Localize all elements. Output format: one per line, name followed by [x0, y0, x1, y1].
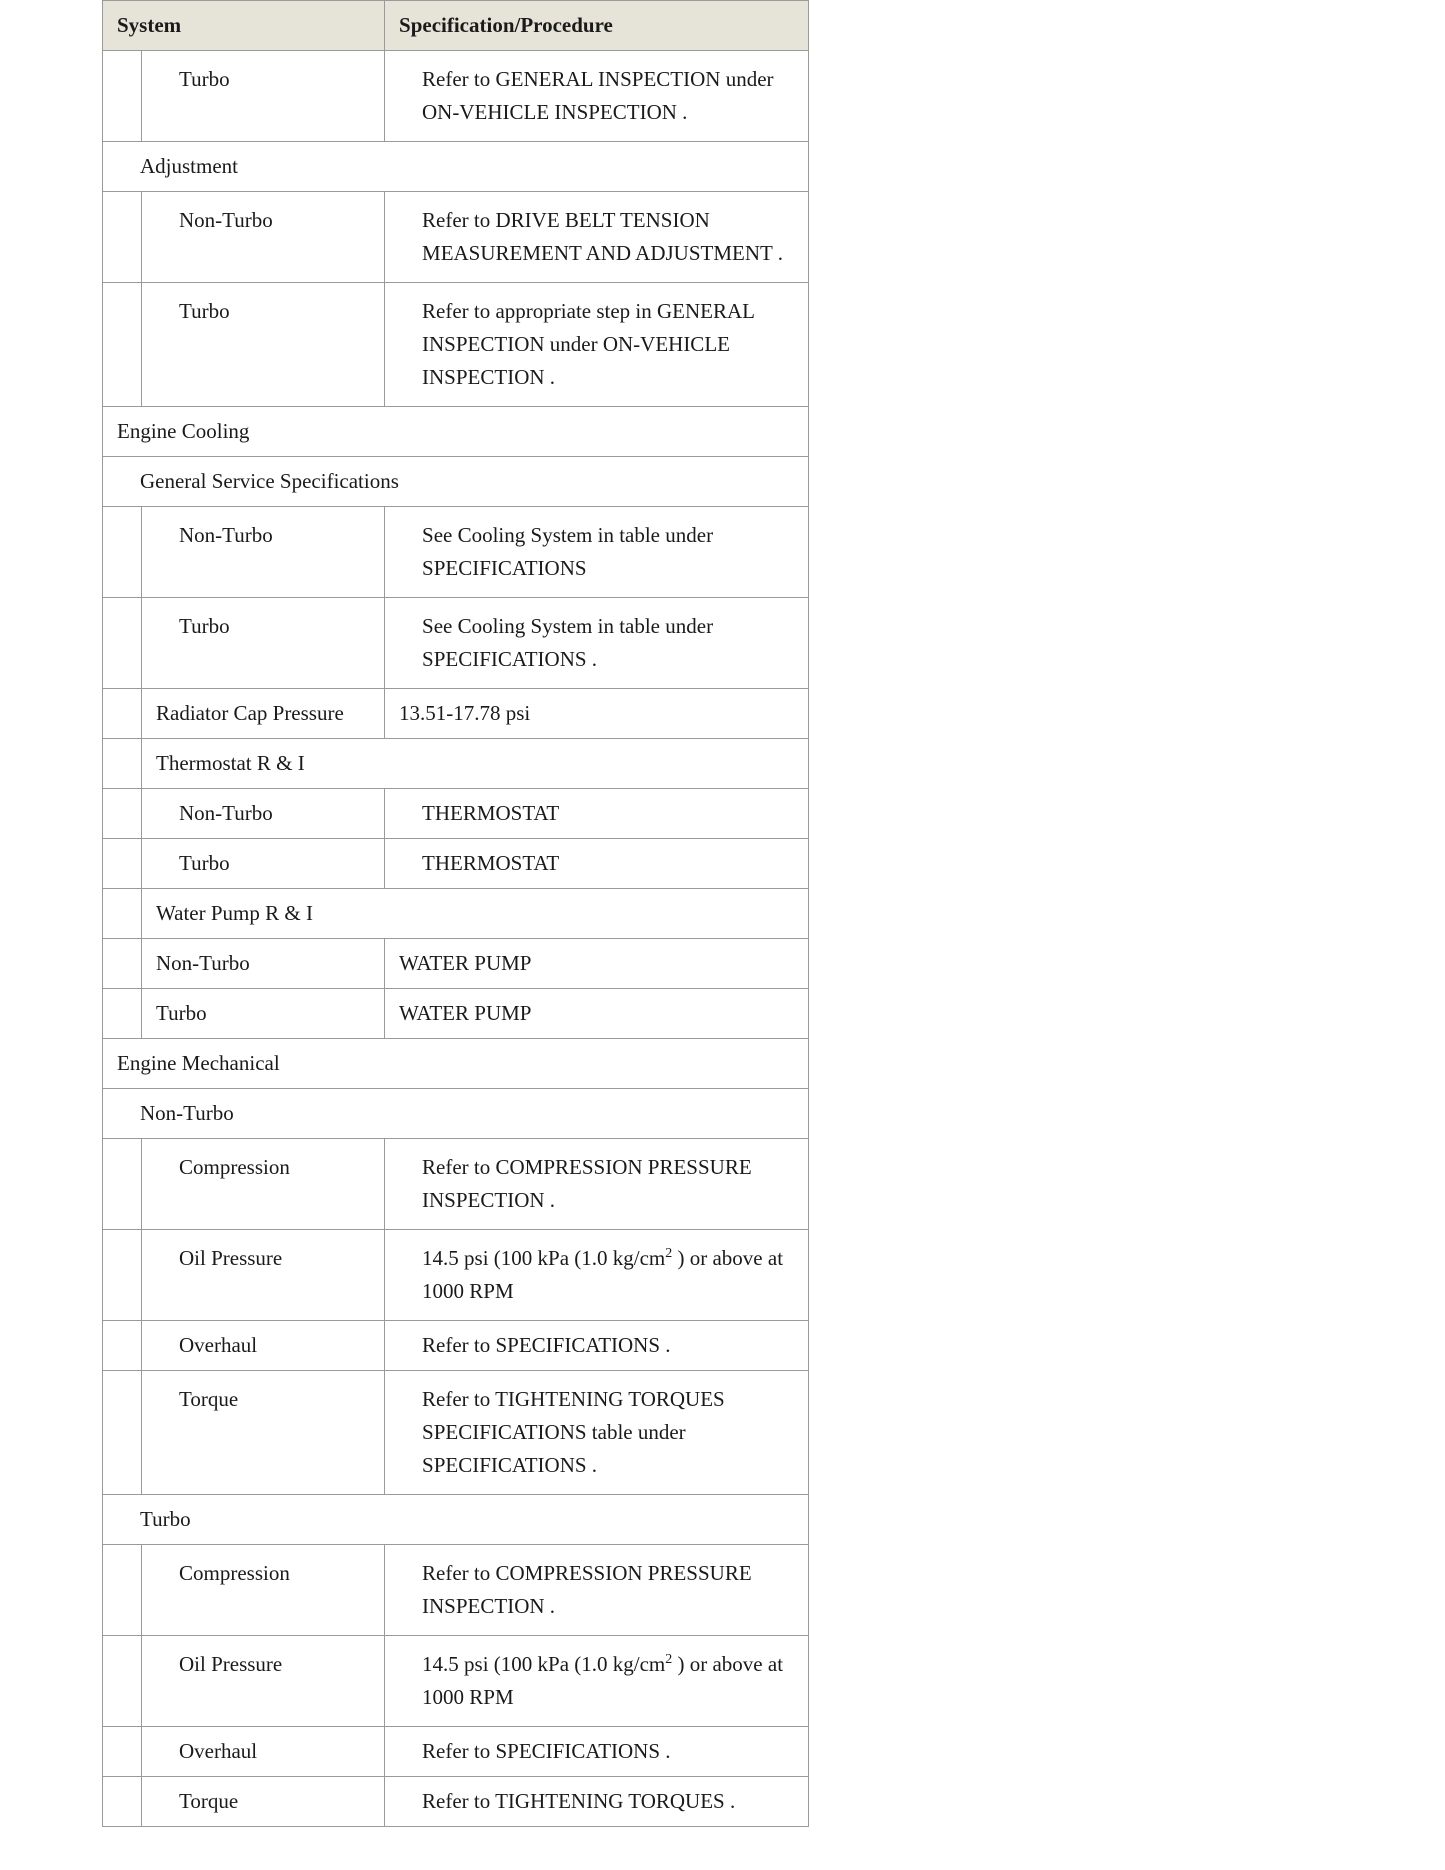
table-row — [103, 1777, 809, 1827]
table-row — [103, 598, 809, 689]
row-label: Compression — [142, 1139, 385, 1230]
table-row — [103, 939, 809, 989]
row-value: Refer to SPECIFICATIONS . — [385, 1321, 809, 1371]
row-value: Refer to TIGHTENING TORQUES . — [385, 1777, 809, 1827]
row-label: Non-Turbo — [142, 192, 385, 283]
row-value: WATER PUMP — [385, 989, 809, 1039]
section-row — [103, 1495, 809, 1545]
row-label: Non-Turbo — [142, 939, 385, 989]
table-row — [103, 283, 809, 407]
table-row — [103, 192, 809, 283]
table-row — [103, 1545, 809, 1636]
table-row — [103, 789, 809, 839]
subsection-thermostat: Thermostat R & I — [142, 739, 809, 789]
table-row — [103, 51, 809, 142]
section-row — [103, 1089, 809, 1139]
row-label: Turbo — [142, 283, 385, 407]
row-label: Overhaul — [142, 1321, 385, 1371]
spec-table — [102, 0, 809, 1827]
row-label: Oil Pressure — [142, 1636, 385, 1727]
row-label: Non-Turbo — [142, 789, 385, 839]
row-label: Oil Pressure — [142, 1230, 385, 1321]
row-value: Refer to SPECIFICATIONS . — [385, 1727, 809, 1777]
subsection-water-pump: Water Pump R & I — [142, 889, 809, 939]
row-value: THERMOSTAT — [385, 839, 809, 889]
table-row — [103, 989, 809, 1039]
row-label: Torque — [142, 1371, 385, 1495]
section-row — [103, 457, 809, 507]
section-row — [103, 142, 809, 192]
row-value: Refer to COMPRESSION PRESSURE INSPECTION . — [385, 1545, 809, 1636]
header-spec: Specification/Procedure — [385, 1, 809, 51]
row-value: 13.51-17.78 psi — [385, 689, 809, 739]
row-value: See Cooling System in table under SPECIFICATIONS — [385, 507, 809, 598]
row-value: 14.5 psi (100 kPa (1.0 $kg/cm^2$ ) or above at 1000 RPM — [385, 1636, 809, 1727]
table-row — [103, 507, 809, 598]
row-label: Compression — [142, 1545, 385, 1636]
row-value: Refer to DRIVE BELT TENSION MEASUREMENT AND ADJUSTMENT . — [385, 192, 809, 283]
section-engine-mechanical: Engine Mechanical — [103, 1039, 809, 1089]
row-value: Refer to appropriate step in GENERAL INSPECTION under ON-VEHICLE INSPECTION . — [385, 283, 809, 407]
section-engine-cooling: Engine Cooling — [103, 407, 809, 457]
row-label: Turbo — [142, 598, 385, 689]
row-value: WATER PUMP — [385, 939, 809, 989]
table-row — [103, 1139, 809, 1230]
table-row — [103, 1727, 809, 1777]
row-label: Overhaul — [142, 1727, 385, 1777]
row-value: See Cooling System in table under SPECIFICATIONS . — [385, 598, 809, 689]
subsection-non-turbo: Non-Turbo — [103, 1089, 809, 1139]
header-system: System — [103, 1, 385, 51]
row-label: Turbo — [142, 839, 385, 889]
row-label: Torque — [142, 1777, 385, 1827]
table-row — [103, 689, 809, 739]
subsection-turbo: Turbo — [103, 1495, 809, 1545]
section-row — [103, 407, 809, 457]
table-row — [103, 1321, 809, 1371]
subsection-general-service: General Service Specifications — [103, 457, 809, 507]
row-value: 14.5 psi (100 kPa (1.0 $kg/cm^2$ ) or above at 1000 RPM — [385, 1230, 809, 1321]
row-label: Non-Turbo — [142, 507, 385, 598]
row-value: Refer to COMPRESSION PRESSURE INSPECTION . — [385, 1139, 809, 1230]
row-label: Turbo — [142, 51, 385, 142]
table-row — [103, 839, 809, 889]
subsection-adjustment: Adjustment — [103, 142, 809, 192]
section-row — [103, 889, 809, 939]
section-row — [103, 1039, 809, 1089]
table-row — [103, 1636, 809, 1727]
row-label: Turbo — [142, 989, 385, 1039]
row-label: Radiator Cap Pressure — [142, 689, 385, 739]
row-value: THERMOSTAT — [385, 789, 809, 839]
row-value: Refer to TIGHTENING TORQUES SPECIFICATIONS table under SPECIFICATIONS . — [385, 1371, 809, 1495]
row-value: Refer to GENERAL INSPECTION under ON-VEHICLE INSPECTION . — [385, 51, 809, 142]
section-row — [103, 739, 809, 789]
table-row — [103, 1230, 809, 1321]
table-row — [103, 1371, 809, 1495]
